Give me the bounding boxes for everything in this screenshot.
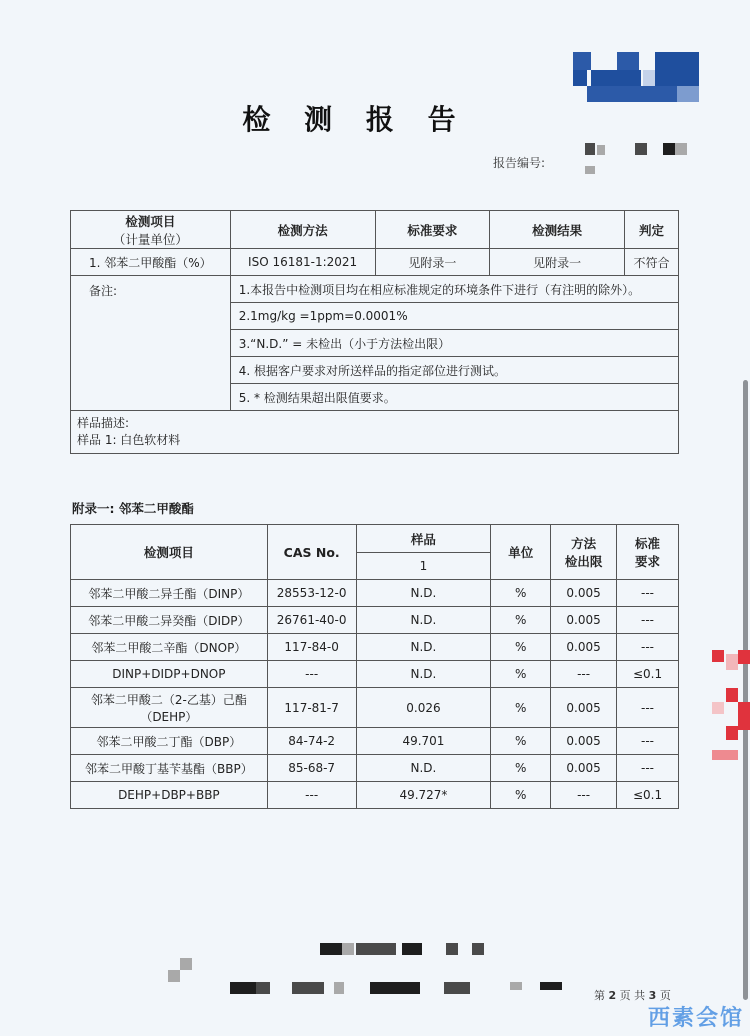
redacted-signature [342,943,354,955]
cell-mdl: --- [551,661,617,688]
row-result: 见附录一 [490,249,625,276]
redacted-signature [292,982,324,994]
cell-cas: --- [267,782,356,809]
cell-cas: 26761-40-0 [267,607,356,634]
redacted-signature [356,943,396,955]
cell-unit: % [491,634,551,661]
cell-mdl: 0.005 [551,755,617,782]
cell-unit: % [491,728,551,755]
sample-description-value: 样品 1: 白色软材料 [77,433,181,447]
cell-item: 邻苯二甲酸丁基苄基酯（BBP） [71,755,268,782]
redacted-signature [510,982,522,990]
redacted-report-number [635,143,647,155]
redacted-signature [446,943,458,955]
cell-mdl: 0.005 [551,688,617,728]
appendix-title: 附录一: 邻苯二甲酸酯 [72,501,194,516]
cell-item: 邻苯二甲酸二丁酯（DBP） [71,728,268,755]
cell-cas: --- [267,661,356,688]
cell-unit: % [491,782,551,809]
cell-mdl: 0.005 [551,728,617,755]
table-row [71,728,679,755]
redacted-signature [180,958,192,970]
cell-result: N.D. [356,607,491,634]
table-row [71,607,679,634]
redacted-signature [230,982,256,994]
header-sample-number: 1 [356,553,491,580]
table-row [71,782,679,809]
redacted-signature [402,943,422,955]
header-requirement: 标准要求 [375,211,490,249]
row-test-item: 1. 邻苯二甲酸酯（%） [71,249,231,276]
report-number-label: 报告编号: [493,156,546,170]
header-test-method: 检测方法 [230,211,375,249]
cell-unit: % [491,688,551,728]
redacted-signature [472,943,484,955]
cell-unit: % [491,755,551,782]
redacted-stamp [712,650,750,760]
page-number: 第 2 页 共 3 页 [594,989,671,1002]
cell-item: DEHP+DBP+BBP [71,782,268,809]
redacted-signature [370,982,420,994]
note-item: 5. * 检测结果超出限值要求。 [230,384,678,411]
redacted-signature [256,982,270,994]
table-row [71,688,679,728]
row-judgement: 不符合 [625,249,679,276]
header-result: 检测结果 [490,211,625,249]
notes-label: 备注: [71,276,231,411]
cell-limit: --- [617,688,679,728]
cell-result: N.D. [356,661,491,688]
redacted-report-number [675,143,687,155]
cell-cas: 84-74-2 [267,728,356,755]
cell-item: DINP+DIDP+DNOP [71,661,268,688]
cell-limit: ≤0.1 [617,782,679,809]
row-requirement: 见附录一 [375,249,490,276]
cell-result: 0.026 [356,688,491,728]
cell-item: 邻苯二甲酸二异癸酯（DIDP） [71,607,268,634]
redacted-report-number [663,143,675,155]
cell-item: 邻苯二甲酸二异壬酯（DINP） [71,580,268,607]
cell-mdl: 0.005 [551,580,617,607]
cell-item: 邻苯二甲酸二（2-乙基）己酯 （DEHP） [71,688,268,728]
cell-result: N.D. [356,755,491,782]
table-row [71,634,679,661]
header-cas-no: CAS No. [267,525,356,580]
cell-mdl: 0.005 [551,634,617,661]
cell-limit: ≤0.1 [617,661,679,688]
redacted-signature [168,970,180,982]
cell-result: 49.701 [356,728,491,755]
cell-unit: % [491,661,551,688]
cell-limit: --- [617,755,679,782]
cell-unit: % [491,580,551,607]
header-sample: 样品 [356,525,491,553]
cell-limit: --- [617,607,679,634]
cell-result: 49.727* [356,782,491,809]
note-item: 4. 根据客户要求对所送样品的指定部位进行测试。 [230,357,678,384]
site-watermark: 西素会馆 [647,1006,744,1031]
header-limit: 标准 要求 [617,525,679,580]
note-item: 3.“N.D.” = 未检出（小于方法检出限） [230,330,678,357]
test-summary-table [70,210,679,454]
cell-mdl: 0.005 [551,607,617,634]
sample-description-label: 样品描述: [77,416,130,430]
redacted-report-number [597,145,605,155]
redacted-signature [540,982,562,990]
row-test-method: ISO 16181-1:2021 [230,249,375,276]
lab-logo [573,52,699,102]
cell-result: N.D. [356,634,491,661]
cell-limit: --- [617,580,679,607]
header-test-item: 检测项目 [71,525,268,580]
note-item: 2.1mg/kg =1ppm=0.0001% [230,303,678,330]
cell-unit: % [491,607,551,634]
redacted-signature [320,943,342,955]
cell-cas: 28553-12-0 [267,580,356,607]
table-row [71,755,679,782]
cell-cas: 117-81-7 [267,688,356,728]
cell-cas: 85-68-7 [267,755,356,782]
sample-description [71,411,679,454]
header-test-item: 检测项目 （计量单位） [71,211,231,249]
redacted-report-number [585,166,595,174]
header-unit: 单位 [491,525,551,580]
cell-limit: --- [617,634,679,661]
phthalate-results-table [70,524,679,809]
cell-limit: --- [617,728,679,755]
cell-cas: 117-84-0 [267,634,356,661]
redacted-report-number [585,143,595,155]
redacted-signature [444,982,470,994]
cell-mdl: --- [551,782,617,809]
header-judgement: 判定 [625,211,679,249]
cell-item: 邻苯二甲酸二辛酯（DNOP） [71,634,268,661]
table-row [71,580,679,607]
header-method-detection-limit: 方法 检出限 [551,525,617,580]
report-title: 检 测 报 告 [242,103,468,136]
redacted-signature [334,982,344,994]
table-row [71,661,679,688]
cell-result: N.D. [356,580,491,607]
note-item: 1.本报告中检测项目均在相应标准规定的环境条件下进行（有注明的除外）。 [230,276,678,303]
